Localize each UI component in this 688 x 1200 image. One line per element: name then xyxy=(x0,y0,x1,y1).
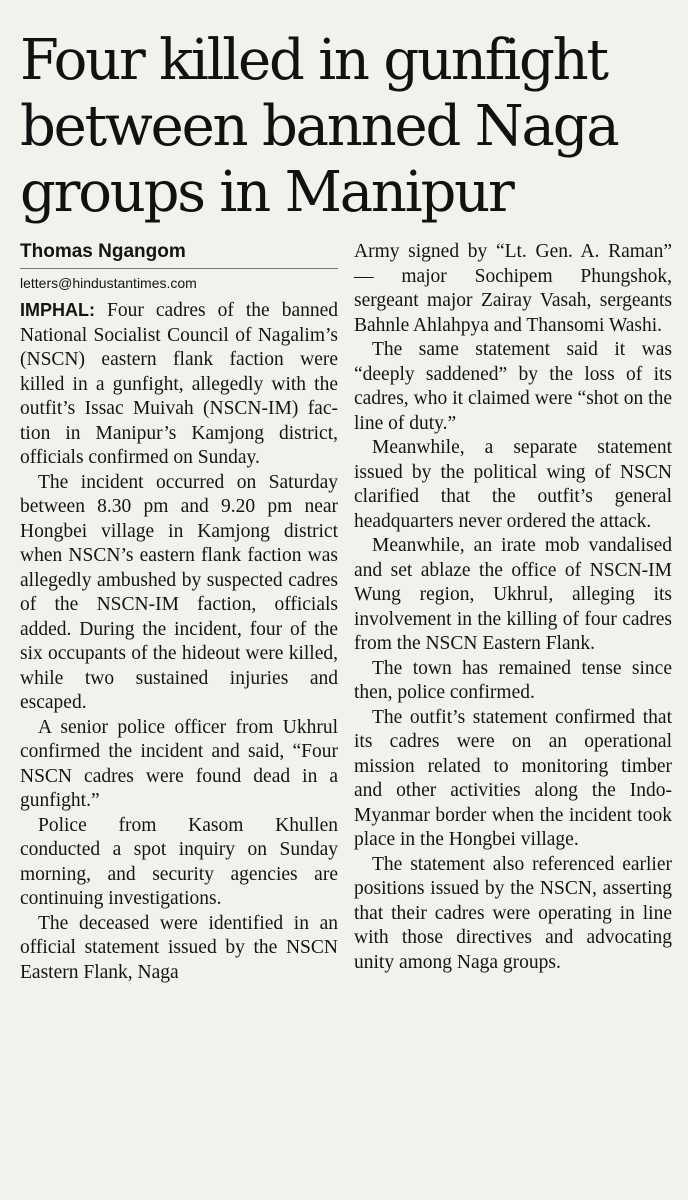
paragraph: The statement also referenced earlier positions issued by the NSCN, asserting that their cadres were operating in line with those directives and advocating unity among Naga groups. xyxy=(354,853,672,973)
dateline: IMPHAL: xyxy=(20,300,95,320)
paragraph: The same statement said it was “deeply saddened” by the loss of its cadres, who it claimed were “shot on the line of duty.” xyxy=(354,339,672,434)
paragraph: A senior police officer from Ukhrul confirmed the incident and said, “Four NSCN cadres were found dead in a gunfight.” xyxy=(20,716,338,811)
headline: Four killed in gunfight between banned Naga groups in Manipur xyxy=(20,28,618,225)
article-body xyxy=(20,240,672,985)
paragraph: The town has remained tense since then, police confirmed. xyxy=(354,657,672,703)
paragraph: The incident occurred on Saturday between 8.30 pm and 9.20 pm near Hongbei village in Kamjong district when NSCN’s eastern flank faction was allegedly ambushed by suspected cadres of the NSCN-IM faction, officials added. During the incident, four of the six occupants of the hideout were killed, while two sustained injuries and escaped. xyxy=(20,471,338,713)
paragraph xyxy=(20,298,338,471)
column-left xyxy=(20,240,338,985)
paragraph: The outfit’s statement confirmed that its cadres were on an operational mission related to monitoring timber and other activities along the Indo-Myanmar border when the incident took place in the Hongbei village. xyxy=(354,706,672,850)
byline-email: letters@hindustantimes.com xyxy=(20,275,197,291)
paragraph-text: Four cadres of the banned National Socialist Council of Nagalim’s (NSCN) eastern flank faction were killed in a gunfight, allegedly with the outfit’s Issac Muivah (NSCN-IM) faction in Manipur’s Kamjong district, officials confirmed on Sunday. xyxy=(20,300,338,468)
byline-author: Thomas Ngangom xyxy=(20,240,338,269)
paragraph: Army signed by “Lt. Gen. A. Raman” — major Sochipem Phungshok, sergeant major Zairay Vasah, sergeants Bahnle Ahlahpya and Thansomi Washi. xyxy=(354,241,672,336)
paragraph: Police from Kasom Khullen conducted a spot inquiry on Sunday morning, and security agencies are continuing investigations. xyxy=(20,814,338,909)
paragraph: Meanwhile, a separate statement issued by the political wing of NSCN clarified that the outfit’s general headquarters never ordered the attack. xyxy=(354,437,672,532)
column-right xyxy=(354,240,672,985)
paragraph: Meanwhile, an irate mob vandalised and set ablaze the office of NSCN-IM Wung region, Ukhrul, alleging its involvement in the killing of four cadres from the NSCN Eastern Flank. xyxy=(354,535,672,654)
paragraph: The deceased were identified in an official statement issued by the NSCN Eastern Flank, Naga xyxy=(20,912,338,983)
